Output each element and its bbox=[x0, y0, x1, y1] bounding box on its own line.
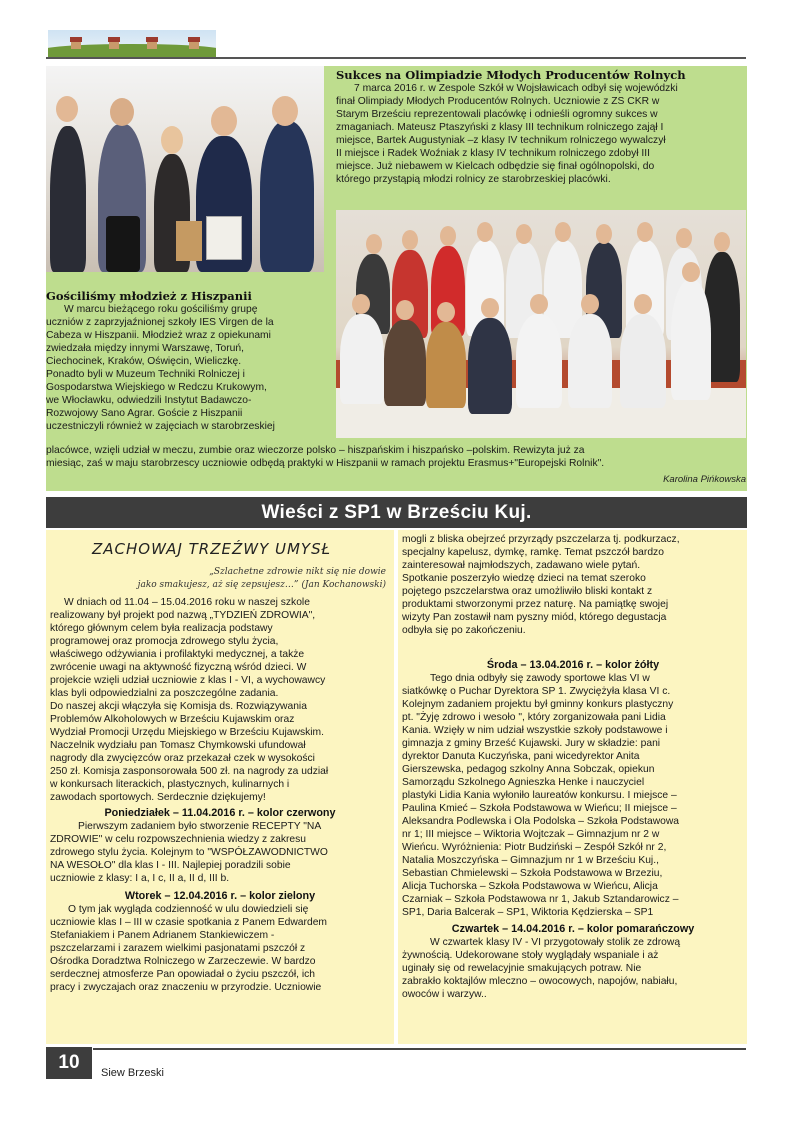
paragraph-line: uczestniczyli również w zajęciach w starobrzeskiej bbox=[46, 421, 275, 432]
paragraph-line: zainteresował najmłodszych, zadawano wiele pytań. bbox=[402, 560, 641, 571]
paragraph-line: dyrektor Danuta Kuczyńska, pani wicedyrektor Anita bbox=[402, 751, 640, 762]
paragraph-line: O tym jak wygląda codzienność w ulu dowiedzieli się bbox=[68, 904, 309, 915]
paragraph-line: Aleksandra Podlewska i Ola Podolska – Szkoła Podstawowa bbox=[402, 816, 680, 827]
tuesday-heading: Wtorek – 12.04.2016 r. – kolor zielony bbox=[124, 890, 316, 902]
health-week-title: ZACHOWAJ TRZEŹWY UMYSŁ bbox=[92, 540, 332, 558]
olympiad-article-title: Sukces na Olimpiadzie Młodych Producentów Rolnych bbox=[336, 68, 686, 82]
paragraph-line: pojętego pszczelarstwa oraz umożliwiło bliski kontakt z bbox=[402, 586, 653, 597]
paragraph-line: W czwartek klasy IV - VI przygotowały stolik ze zdrową bbox=[430, 937, 681, 948]
paragraph-line: Stefaniakiem i Panem Adrianem Stankiewiczem - bbox=[50, 930, 275, 941]
paragraph-line: właściwego odżywiania i profilaktyki medycznej, a także bbox=[50, 649, 305, 660]
paragraph-line: Rozwojowy Sano Agrar. Goście z Hiszpanii bbox=[46, 408, 243, 419]
paragraph-line: W marcu bieżącego roku gościliśmy grupę bbox=[64, 304, 258, 315]
footer-rule bbox=[93, 1048, 746, 1050]
paragraph-line: którego głównym celem była realizacja podstawy bbox=[50, 623, 273, 634]
wednesday-heading: Środa – 13.04.2016 r. – kolor żółty bbox=[486, 659, 660, 671]
paragraph-line: finał Olimpiady Młodych Producentów Rolnych. Uczniowie z ZS CKR w bbox=[336, 96, 660, 107]
thursday-heading: Czwartek – 14.04.2016 r. – kolor pomarańczowy bbox=[451, 923, 695, 935]
paragraph-line: Problemów Alkoholowych w Brześciu Kujawskim oraz bbox=[50, 714, 295, 725]
header-rule bbox=[46, 57, 746, 59]
article-author: Karolina Pińkowska bbox=[663, 474, 746, 485]
paragraph-line: wizyty Pan zostawił nam pyszny miód, którego degustacja bbox=[402, 612, 667, 623]
page-number: 10 bbox=[46, 1047, 92, 1079]
paragraph-line: miesiąc, zaś w maju starobrzescy uczniowie odbędą praktyki w Hiszpanii w ramach projektu Erasmus+"Europejski Rolnik". bbox=[46, 458, 605, 469]
paragraph-line: uginały się od rewelacyjnie smakujących potraw. Nie bbox=[402, 963, 642, 974]
header-landscape-banner bbox=[48, 30, 216, 58]
paragraph-line: Paulina Kmieć – Szkoła Podstawowa w Wieńcu; II miejsce – bbox=[402, 803, 677, 814]
motto-line: „Szlachetne zdrowie nikt się nie dowie bbox=[209, 567, 386, 577]
paragraph-line: Czarniak – Szkoła Podstawowa nr 1, Jakub Sztandarowicz – bbox=[402, 894, 679, 905]
paragraph-line: Ośrodka Doradztwa Rolniczego w Zarzeczewie. W bardzo bbox=[50, 956, 316, 967]
paragraph-line: gimnazja z gminy Brześć Kujawski. Jury w składzie: pani bbox=[402, 738, 661, 749]
paragraph-line: mogli z bliska obejrzeć przyrządy pszczelarza tj. podkurzacz, bbox=[402, 534, 680, 545]
paragraph-line: którego przystąpią młodzi rolnicy ze starobrzeskiej placówki. bbox=[336, 174, 611, 185]
paragraph-line: pracy i zwyczajach oraz znaczeniu w przyrodzie. Uczniowie bbox=[50, 982, 322, 993]
paragraph-line: Wieńcu. Wyróżnienia: Piotr Budziński – Zespół Szkół nr 2, bbox=[402, 842, 667, 853]
monday-heading: Poniedziałek – 11.04.2016 r. – kolor czerwony bbox=[104, 807, 336, 819]
paragraph-line: specjalny kapelusz, dymkę, ramkę. Temat pszczół bardzo bbox=[402, 547, 664, 558]
paragraph-line: Samorządu Szkolnego Agnieszka Henke i nauczyciel bbox=[402, 777, 645, 788]
paragraph-line: Gospodarstwa Wiejskiego w Redczu Krukowym, bbox=[46, 382, 267, 393]
paragraph-line: Kolejnym zadaniem projektu był gminny konkurs plastyczny bbox=[402, 699, 674, 710]
paragraph-line: pszczelarzami i zarazem wielkimi pasjonatami pszczół z bbox=[50, 943, 306, 954]
paragraph-line: Ciechocinek, Kraków, Oświęcin, Wieliczkę. bbox=[46, 356, 242, 367]
paragraph-line: uczniowie klas I – III w czasie spotkania z Panem Edwardem bbox=[50, 917, 327, 928]
paragraph-line: zmaganiach. Mateusz Ptaszyński z klasy III technikum rolniczego zajął I bbox=[336, 122, 664, 133]
paragraph-line: pt. "Żyję zdrowo i wesoło ", który zorganizowała pani Lidia bbox=[402, 712, 666, 723]
paragraph-line: 250 zł. Komisja zasponsorowała 500 zł. na nagrody za udział bbox=[50, 766, 329, 777]
paragraph-line: Natalia Moszczyńska – Gimnazjum nr 1 w Brześciu Kuj., bbox=[402, 855, 659, 866]
paragraph-line: we Włocławku, odwiedzili Instytut Badawczo- bbox=[46, 395, 252, 406]
spanish-guests-group-photo bbox=[336, 210, 746, 438]
paragraph-line: plastyki Lidia Kania wyłoniło laureatów konkursu. I miejsce – bbox=[402, 790, 677, 801]
paragraph-line: W dniach od 11.04 – 15.04.2016 roku w naszej szkole bbox=[64, 597, 310, 608]
paragraph-line: nr 1; III miejsce – Wiktoria Wojtczak – Gimnazjum nr 2 w bbox=[402, 829, 660, 840]
paragraph-line: Spotkanie poszerzyło wiedzę dzieci na temat szeroko bbox=[402, 573, 646, 584]
paragraph-line: Pierwszym zadaniem było stworzenie RECEPTY "NA bbox=[78, 821, 322, 832]
paragraph-line: projekcie wzięli udział uczniowie z klas I - VI, a wychowawcy bbox=[50, 675, 326, 686]
motto-line: jako smakujesz, aż się zepsujesz…” (Jan Kochanowski) bbox=[137, 580, 386, 590]
spain-article-title: Gościliśmy młodzież z Hiszpanii bbox=[46, 289, 252, 303]
paragraph-line: owoców i warzyw.. bbox=[402, 989, 487, 1000]
paragraph-line: uczniów z zaprzyjaźnionej szkoły IES Virgen de la bbox=[46, 317, 274, 328]
paragraph-line: SP1, Daria Balcerak – SP1, Wiktoria Kędzierska – SP1 bbox=[402, 907, 654, 918]
paragraph-line: Naczelnik wydziału pan Tomasz Chymkowski ufundował bbox=[50, 740, 306, 751]
paragraph-line: II miejsce i Radek Woźniak z klasy IV technikum rolniczego zdobył III bbox=[336, 148, 650, 159]
paragraph-line: Ponadto byli w Muzeum Techniki Rolniczej i bbox=[46, 369, 245, 380]
paragraph-line: miejsce, Bartek Augustyniak –z klasy IV technikum rolniczego wywalczył bbox=[336, 135, 666, 146]
publication-name: Siew Brzeski bbox=[101, 1067, 164, 1079]
paragraph-line: zabrakło koktajlów mleczno – owocowych, napojów, nabiału, bbox=[402, 976, 678, 987]
paragraph-line: uczniowie z klasy: I a, I c, II a, II d, III b. bbox=[50, 873, 230, 884]
paragraph-line: serdecznej atmosferze Pan opowiadał o życiu pszczół, ich bbox=[50, 969, 315, 980]
section-title: Wieści z SP1 w Brześciu Kuj. bbox=[261, 501, 532, 523]
paragraph-line: Gierszewska, pedagog szkolny Anna Sobczak, opiekun bbox=[402, 764, 655, 775]
paragraph-line: siatkówkę o Puchar Dyrektora SP 1. Zwyciężyła klasa VI c. bbox=[402, 686, 671, 697]
paragraph-line: Alicja Tuchorska – Szkoła Podstawowa w Wieńcu, Alicja bbox=[402, 881, 658, 892]
award-ceremony-photo bbox=[46, 66, 324, 272]
paragraph-line: miejsce. Już niebawem w Kielcach odbędzie się finał ogólnopolski, do bbox=[336, 161, 655, 172]
paragraph-line: produktami stworzonymi przez naturę. Na pamiątkę swojej bbox=[402, 599, 669, 610]
paragraph-line: Do naszej akcji włączyła się Komisja ds. Rozwiązywania bbox=[50, 701, 307, 712]
paragraph-line: Wydział Promocji Urzędu Miejskiego w Brześciu Kujawskim. bbox=[50, 727, 324, 738]
paragraph-line: zdrowego stylu życia. Kolejnym to "WSPÓŁZAWODNICTWO bbox=[50, 847, 328, 858]
paragraph-line: odbyła się po zakończeniu. bbox=[402, 625, 526, 636]
paragraph-line: Kania. Wzięły w nim udział wszystkie szkoły podstawowe i bbox=[402, 725, 668, 736]
paragraph-line: ZDROWIE" w celu rozpowszechnienia wiedzy z zakresu bbox=[50, 834, 307, 845]
paragraph-line: programowej oraz promocja zdrowego stylu życia, bbox=[50, 636, 279, 647]
paragraph-line: Sebastian Chmielewski – Szkoła Podstawowa w Brzeziu, bbox=[402, 868, 663, 879]
paragraph-line: nagrody dla zwycięzców oraz przekazał czek w wysokości bbox=[50, 753, 315, 764]
paragraph-line: placówce, wzięli udział w meczu, zumbie oraz wieczorze polsko – hiszpańskim i hiszpańsko –polskim. Rewizyta już za bbox=[46, 445, 585, 456]
paragraph-line: 7 marca 2016 r. w Zespole Szkół w Wojsławicach odbył się wojewódzki bbox=[354, 83, 678, 94]
paragraph-line: zwiedzała między innymi Warszawę, Toruń, bbox=[46, 343, 244, 354]
paragraph-line: zawodach sportowych. Serdecznie dziękujemy! bbox=[50, 792, 266, 803]
paragraph-line: Starym Brześciu reprezentowali placówkę i odnieśli ogromny sukces w bbox=[336, 109, 658, 120]
paragraph-line: klas byli odpowiedzialni za poszczególne zadania. bbox=[50, 688, 279, 699]
paragraph-line: realizowany był projekt pod nazwą „TYDZIEŃ ZDROWIA", bbox=[50, 610, 316, 621]
paragraph-line: zwrócenie uwagi na aktywność fizyczną wśród dzieci. W bbox=[50, 662, 307, 673]
paragraph-line: żywnością. Udekorowane stoły wyglądały wspaniale i aż bbox=[402, 950, 659, 961]
paragraph-line: Tego dnia odbyły się zawody sportowe klas VI w bbox=[430, 673, 650, 684]
paragraph-line: w konkursach literackich, plastycznych, kulinarnych i bbox=[50, 779, 290, 790]
section-banner bbox=[46, 497, 747, 528]
paragraph-line: Cabeza w Hiszpanii. Młodzież wraz z opiekunami bbox=[46, 330, 271, 341]
paragraph-line: NA WESOŁO" dla klas I - III. Najlepiej poradzili sobie bbox=[50, 860, 291, 871]
